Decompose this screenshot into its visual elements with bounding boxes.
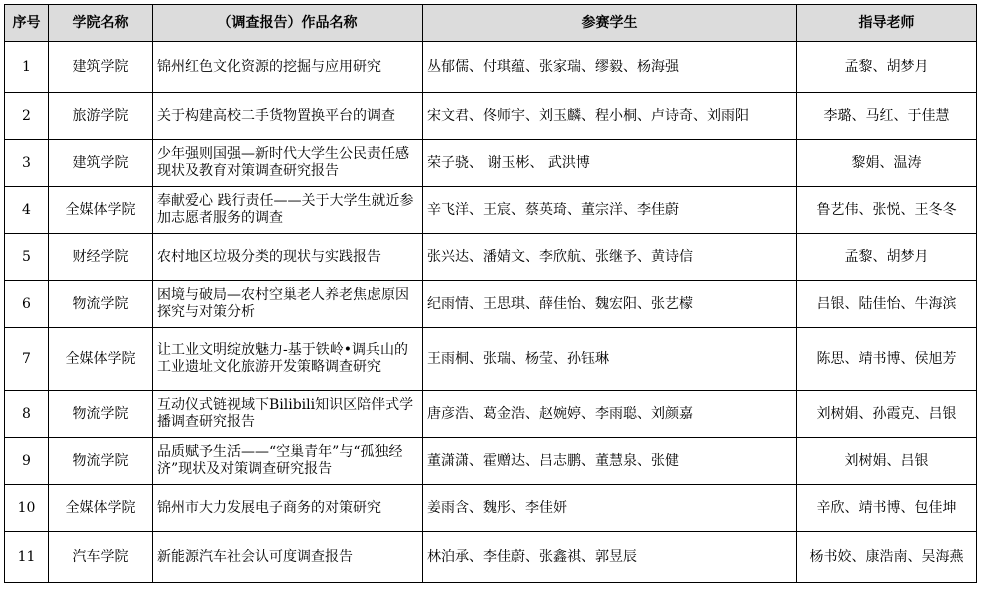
- college-name: 物流学院: [49, 281, 153, 328]
- student-names: 姜雨含、魏彤、李佳妍: [423, 485, 797, 532]
- work-title: 锦州红色文化资源的挖掘与应用研究: [153, 42, 423, 93]
- header-students: 参赛学生: [423, 5, 797, 42]
- header-work: （调查报告）作品名称: [153, 5, 423, 42]
- student-names: 荣子骁、 谢玉彬、 武洪博: [423, 140, 797, 187]
- row-number: 9: [5, 438, 49, 485]
- student-names: 纪雨情、王思琪、薛佳怡、魏宏阳、张艺檬: [423, 281, 797, 328]
- work-title: 让工业文明绽放魅力-基于铁岭•调兵山的工业遗址文化旅游开发策略调查研究: [153, 328, 423, 391]
- student-names: 林泊承、李佳蔚、张鑫祺、郭昱辰: [423, 532, 797, 583]
- advisor-names: 鲁艺伟、张悦、王冬冬: [797, 187, 977, 234]
- college-name: 财经学院: [49, 234, 153, 281]
- row-number: 10: [5, 485, 49, 532]
- advisor-names: 黎娟、温涛: [797, 140, 977, 187]
- college-name: 建筑学院: [49, 42, 153, 93]
- college-name: 建筑学院: [49, 140, 153, 187]
- table-row: [5, 328, 977, 391]
- student-names: 董潇潇、霍赠达、吕志鹏、董慧泉、张健: [423, 438, 797, 485]
- work-title: 奉献爱心 践行责任——关于大学生就近参加志愿者服务的调查: [153, 187, 423, 234]
- college-name: 旅游学院: [49, 93, 153, 140]
- work-title: 互动仪式链视域下Bilibili知识区陪伴式学播调查研究报告: [153, 391, 423, 438]
- work-title: 困境与破局—农村空巢老人养老焦虑原因探究与对策分析: [153, 281, 423, 328]
- header-college: 学院名称: [49, 5, 153, 42]
- table-row: [5, 93, 977, 140]
- advisor-names: 孟黎、胡梦月: [797, 234, 977, 281]
- advisor-names: 辛欣、靖书博、包佳坤: [797, 485, 977, 532]
- student-names: 宋文君、佟师宇、刘玉麟、程小桐、卢诗奇、刘雨阳: [423, 93, 797, 140]
- student-names: 丛郁儒、付琪蕴、张家瑞、缪毅、杨海强: [423, 42, 797, 93]
- advisor-names: 李璐、马红、于佳慧: [797, 93, 977, 140]
- table-row: [5, 281, 977, 328]
- work-title: 锦州市大力发展电子商务的对策研究: [153, 485, 423, 532]
- advisor-names: 杨书姣、康浩南、吴海燕: [797, 532, 977, 583]
- awards-table: [4, 4, 977, 583]
- work-title: 少年强则国强—新时代大学生公民责任感现状及教育对策调查研究报告: [153, 140, 423, 187]
- college-name: 全媒体学院: [49, 485, 153, 532]
- table-row: [5, 42, 977, 93]
- advisor-names: 吕银、陆佳怡、牛海滨: [797, 281, 977, 328]
- work-title: 新能源汽车社会认可度调查报告: [153, 532, 423, 583]
- advisor-names: 孟黎、胡梦月: [797, 42, 977, 93]
- table-row: [5, 438, 977, 485]
- table-row: [5, 187, 977, 234]
- row-number: 4: [5, 187, 49, 234]
- advisor-names: 刘树娟、孙霞克、吕银: [797, 391, 977, 438]
- student-names: 王雨桐、张瑞、杨莹、孙钰琳: [423, 328, 797, 391]
- table-row: [5, 532, 977, 583]
- row-number: 2: [5, 93, 49, 140]
- row-number: 11: [5, 532, 49, 583]
- row-number: 5: [5, 234, 49, 281]
- college-name: 汽车学院: [49, 532, 153, 583]
- table-row: [5, 234, 977, 281]
- work-title: 关于构建高校二手货物置换平台的调查: [153, 93, 423, 140]
- advisor-names: 刘树娟、吕银: [797, 438, 977, 485]
- table-row: [5, 140, 977, 187]
- college-name: 物流学院: [49, 438, 153, 485]
- row-number: 7: [5, 328, 49, 391]
- work-title: 农村地区垃圾分类的现状与实践报告: [153, 234, 423, 281]
- row-number: 1: [5, 42, 49, 93]
- student-names: 辛飞洋、王宸、蔡英琦、董宗洋、李佳蔚: [423, 187, 797, 234]
- header-seq: 序号: [5, 5, 49, 42]
- college-name: 全媒体学院: [49, 187, 153, 234]
- table-row: [5, 391, 977, 438]
- work-title: 品质赋予生活——“空巢青年”与“孤独经济”现状及对策调查研究报告: [153, 438, 423, 485]
- header-advisors: 指导老师: [797, 5, 977, 42]
- row-number: 6: [5, 281, 49, 328]
- college-name: 全媒体学院: [49, 328, 153, 391]
- header-row: [5, 5, 977, 42]
- student-names: 张兴达、潘婧文、李欣航、张继予、黄诗信: [423, 234, 797, 281]
- row-number: 8: [5, 391, 49, 438]
- advisor-names: 陈思、靖书博、侯旭芳: [797, 328, 977, 391]
- table-row: [5, 485, 977, 532]
- student-names: 唐彦浩、葛金浩、赵婉婷、李雨聪、刘颜嘉: [423, 391, 797, 438]
- row-number: 3: [5, 140, 49, 187]
- college-name: 物流学院: [49, 391, 153, 438]
